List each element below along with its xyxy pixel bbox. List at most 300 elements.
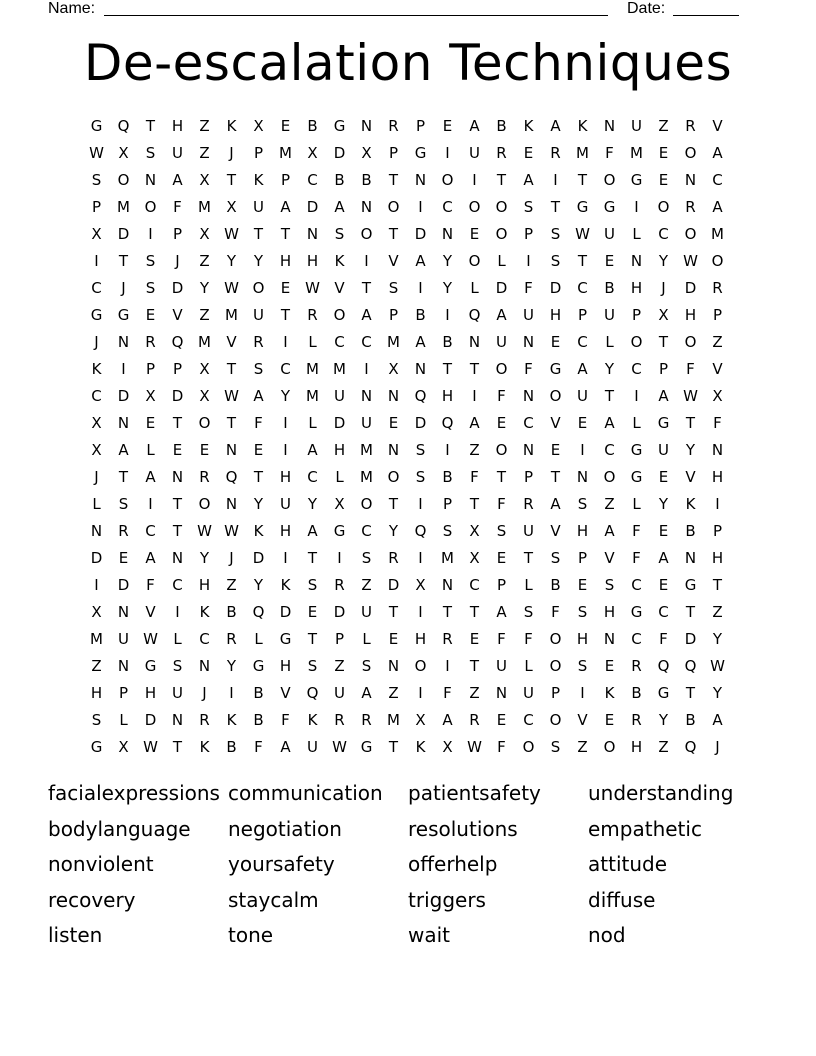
grid-letter: E xyxy=(496,710,507,729)
grid-letter: O xyxy=(603,170,616,189)
grid-letter: X xyxy=(91,224,102,243)
grid-letter: X xyxy=(199,170,210,189)
grid-letter: D xyxy=(252,548,265,567)
grid-letter: I xyxy=(553,170,558,189)
grid-letter: L xyxy=(308,413,317,432)
grid-letter: N xyxy=(414,170,427,189)
grid-letter: E xyxy=(199,440,210,459)
grid-letter: C xyxy=(577,332,588,351)
grid-letter: U xyxy=(253,197,264,216)
grid-letter: Q xyxy=(684,656,697,675)
grid-letter: F xyxy=(443,683,452,702)
grid-letter: F xyxy=(713,413,722,432)
grid-letter: S xyxy=(118,494,129,513)
grid-letter: R xyxy=(712,278,723,297)
grid-letter: F xyxy=(497,494,506,513)
grid-letter: P xyxy=(523,224,534,243)
grid-letter: Q xyxy=(225,467,238,486)
grid-letter: H xyxy=(171,116,184,135)
grid-letter: O xyxy=(414,656,427,675)
grid-letter: U xyxy=(334,386,345,405)
grid-letter: I xyxy=(715,494,720,513)
word-bank-item: listen xyxy=(48,923,103,947)
grid-letter: O xyxy=(387,197,400,216)
grid-letter: O xyxy=(684,332,697,351)
grid-letter: C xyxy=(442,197,453,216)
grid-letter: X xyxy=(145,386,156,405)
grid-letter: A xyxy=(712,710,723,729)
grid-letter: Y xyxy=(442,251,453,270)
grid-letter: O xyxy=(630,332,643,351)
grid-letter: V xyxy=(145,602,156,621)
grid-letter: X xyxy=(415,575,426,594)
grid-letter: W xyxy=(683,251,698,270)
grid-letter: T xyxy=(280,224,291,243)
grid-letter: K xyxy=(199,737,210,756)
grid-letter: T xyxy=(307,629,318,648)
grid-letter: S xyxy=(361,548,372,567)
grid-letter: M xyxy=(198,197,211,216)
grid-letter: S xyxy=(145,278,156,297)
grid-letter: E xyxy=(523,143,534,162)
grid-letter: C xyxy=(199,629,210,648)
grid-letter: D xyxy=(117,575,130,594)
grid-letter: T xyxy=(118,467,129,486)
grid-letter: E xyxy=(604,656,615,675)
grid-letter: T xyxy=(496,170,507,189)
grid-letter: Y xyxy=(307,494,318,513)
grid-letter: E xyxy=(658,170,669,189)
grid-letter: Z xyxy=(604,494,615,513)
grid-letter: Y xyxy=(388,521,399,540)
grid-letter: D xyxy=(90,548,103,567)
grid-letter: Z xyxy=(226,575,237,594)
grid-letter: O xyxy=(198,413,211,432)
grid-letter: X xyxy=(415,710,426,729)
grid-letter: E xyxy=(388,629,399,648)
grid-letter: S xyxy=(550,224,561,243)
grid-letter: P xyxy=(145,359,156,378)
word-bank-item: empathetic xyxy=(588,816,702,841)
grid-letter: E xyxy=(388,413,399,432)
grid-letter: G xyxy=(252,656,265,675)
grid-letter: O xyxy=(495,224,508,243)
grid-letter: F xyxy=(146,575,155,594)
grid-letter: P xyxy=(172,359,183,378)
grid-letter: F xyxy=(524,278,533,297)
grid-letter: S xyxy=(442,521,453,540)
grid-letter: W xyxy=(197,521,212,540)
grid-letter: A xyxy=(550,116,561,135)
grid-letter: L xyxy=(605,332,614,351)
grid-letter: N xyxy=(387,440,400,459)
grid-letter: C xyxy=(91,386,102,405)
grid-letter: W xyxy=(143,737,158,756)
grid-letter: T xyxy=(685,683,696,702)
grid-letter: H xyxy=(576,629,589,648)
grid-letter: P xyxy=(550,683,561,702)
grid-letter: I xyxy=(283,548,288,567)
grid-letter: U xyxy=(523,521,534,540)
grid-letter: T xyxy=(172,494,183,513)
grid-letter: Y xyxy=(253,251,264,270)
grid-letter: B xyxy=(442,467,453,486)
grid-letter: A xyxy=(550,494,561,513)
grid-letter: S xyxy=(415,467,426,486)
grid-letter: N xyxy=(684,548,697,567)
word-bank-item: understanding xyxy=(588,781,734,805)
grid-letter: Z xyxy=(388,683,399,702)
grid-letter: U xyxy=(469,143,480,162)
grid-letter: U xyxy=(523,305,534,324)
grid-letter: A xyxy=(496,305,507,324)
grid-letter: T xyxy=(712,575,723,594)
grid-letter: V xyxy=(388,251,399,270)
grid-letter: G xyxy=(360,737,373,756)
word-bank-item: nonviolent xyxy=(48,852,154,876)
grid-letter: Z xyxy=(199,251,210,270)
grid-letter: D xyxy=(117,386,130,405)
grid-letter: Y xyxy=(658,494,669,513)
grid-letter: T xyxy=(469,602,480,621)
grid-letter: M xyxy=(576,143,589,162)
grid-letter: T xyxy=(604,386,615,405)
grid-letter: O xyxy=(549,656,562,675)
grid-letter: R xyxy=(226,629,237,648)
grid-letter: X xyxy=(658,305,669,324)
grid-letter: I xyxy=(445,305,450,324)
grid-letter: H xyxy=(711,467,724,486)
grid-letter: R xyxy=(199,710,210,729)
word-search-grid xyxy=(83,112,731,760)
grid-letter: A xyxy=(712,143,723,162)
grid-letter: P xyxy=(631,305,642,324)
grid-letter: N xyxy=(684,170,697,189)
grid-letter: K xyxy=(91,359,102,378)
grid-letter: Y xyxy=(712,629,723,648)
grid-letter: N xyxy=(603,629,616,648)
grid-letter: Z xyxy=(712,602,723,621)
grid-letter: T xyxy=(388,170,399,189)
grid-letter: F xyxy=(632,548,641,567)
grid-letter: G xyxy=(333,521,346,540)
grid-letter: I xyxy=(472,170,477,189)
grid-letter: G xyxy=(576,197,589,216)
grid-letter: C xyxy=(604,440,615,459)
grid-letter: Q xyxy=(117,116,130,135)
grid-letter: W xyxy=(332,737,347,756)
grid-letter: E xyxy=(577,413,588,432)
word-bank-item: bodylanguage xyxy=(48,816,191,841)
grid-letter: I xyxy=(418,197,423,216)
grid-letter: R xyxy=(388,548,399,567)
grid-letter: O xyxy=(333,305,346,324)
grid-letter: G xyxy=(630,440,643,459)
grid-letter: I xyxy=(634,197,639,216)
grid-letter: N xyxy=(117,602,130,621)
grid-letter: N xyxy=(117,656,130,675)
grid-letter: M xyxy=(90,629,103,648)
date-blank-line xyxy=(673,15,739,16)
grid-letter: Q xyxy=(414,521,427,540)
grid-letter: D xyxy=(414,224,427,243)
grid-letter: X xyxy=(91,413,102,432)
grid-letter: H xyxy=(306,251,319,270)
grid-letter: W xyxy=(467,737,482,756)
grid-letter: N xyxy=(117,332,130,351)
grid-letter: X xyxy=(91,440,102,459)
grid-letter: P xyxy=(712,305,723,324)
grid-letter: X xyxy=(469,521,480,540)
grid-letter: N xyxy=(711,440,724,459)
grid-letter: H xyxy=(630,278,643,297)
grid-letter: T xyxy=(388,602,399,621)
grid-letter: W xyxy=(305,278,320,297)
grid-letter: O xyxy=(360,494,373,513)
grid-letter: L xyxy=(119,710,128,729)
grid-letter: H xyxy=(441,386,454,405)
grid-letter: N xyxy=(171,467,184,486)
grid-letter: Y xyxy=(226,656,237,675)
grid-letter: B xyxy=(631,683,642,702)
grid-letter: S xyxy=(577,494,588,513)
grid-letter: W xyxy=(224,521,239,540)
grid-letter: T xyxy=(226,170,237,189)
grid-letter: D xyxy=(549,278,562,297)
grid-letter: E xyxy=(496,413,507,432)
grid-letter: H xyxy=(333,440,346,459)
grid-letter: C xyxy=(658,224,669,243)
grid-letter: S xyxy=(550,737,561,756)
grid-letter: B xyxy=(685,710,696,729)
grid-letter: E xyxy=(496,548,507,567)
grid-letter: O xyxy=(198,494,211,513)
grid-letter: I xyxy=(229,683,234,702)
grid-letter: K xyxy=(253,170,264,189)
grid-letter: G xyxy=(279,629,292,648)
grid-letter: F xyxy=(497,737,506,756)
grid-letter: X xyxy=(388,359,399,378)
grid-letter: Z xyxy=(361,575,372,594)
grid-letter: U xyxy=(280,494,291,513)
grid-letter: X xyxy=(199,386,210,405)
grid-letter: X xyxy=(442,737,453,756)
grid-letter: O xyxy=(144,197,157,216)
grid-letter: M xyxy=(711,224,724,243)
grid-letter: Q xyxy=(684,737,697,756)
grid-letter: P xyxy=(658,359,669,378)
grid-letter: N xyxy=(225,440,238,459)
grid-letter: K xyxy=(199,602,210,621)
grid-letter: V xyxy=(172,305,183,324)
grid-letter: N xyxy=(468,332,481,351)
grid-letter: B xyxy=(253,683,264,702)
grid-letter: Z xyxy=(91,656,102,675)
grid-letter: F xyxy=(632,521,641,540)
grid-letter: G xyxy=(90,305,103,324)
grid-letter: E xyxy=(469,629,480,648)
grid-letter: C xyxy=(469,575,480,594)
header xyxy=(0,0,816,20)
grid-letter: T xyxy=(523,548,534,567)
grid-letter: S xyxy=(91,170,102,189)
grid-letter: O xyxy=(360,224,373,243)
grid-letter: E xyxy=(550,332,561,351)
grid-letter: W xyxy=(710,656,725,675)
grid-letter: K xyxy=(523,116,534,135)
grid-letter: O xyxy=(603,737,616,756)
grid-letter: P xyxy=(388,305,399,324)
grid-letter: N xyxy=(144,170,157,189)
grid-letter: J xyxy=(94,467,99,486)
grid-letter: T xyxy=(685,413,696,432)
word-bank-item: yoursafety xyxy=(228,852,335,876)
grid-letter: C xyxy=(361,521,372,540)
grid-letter: A xyxy=(712,197,723,216)
grid-letter: V xyxy=(604,548,615,567)
grid-letter: X xyxy=(253,116,264,135)
grid-letter: T xyxy=(550,197,561,216)
grid-letter: I xyxy=(148,494,153,513)
grid-letter: F xyxy=(551,602,560,621)
grid-letter: D xyxy=(279,602,292,621)
grid-letter: X xyxy=(118,143,129,162)
grid-letter: A xyxy=(145,467,156,486)
grid-letter: L xyxy=(470,278,479,297)
grid-letter: H xyxy=(711,548,724,567)
grid-letter: A xyxy=(658,548,669,567)
grid-letter: M xyxy=(306,386,319,405)
grid-letter: Q xyxy=(441,413,454,432)
grid-letter: Q xyxy=(252,602,265,621)
grid-letter: Q xyxy=(414,386,427,405)
grid-letter: S xyxy=(253,359,264,378)
grid-letter: W xyxy=(224,224,239,243)
grid-letter: N xyxy=(522,386,535,405)
grid-letter: K xyxy=(577,116,588,135)
grid-letter: R xyxy=(685,116,696,135)
grid-letter: Y xyxy=(712,683,723,702)
grid-letter: J xyxy=(121,278,126,297)
grid-letter: Z xyxy=(712,332,723,351)
grid-letter: B xyxy=(415,305,426,324)
grid-letter: W xyxy=(89,143,104,162)
word-bank-item: facialexpressions xyxy=(48,781,220,805)
grid-letter: I xyxy=(283,332,288,351)
grid-letter: O xyxy=(117,170,130,189)
grid-letter: A xyxy=(361,683,372,702)
grid-letter: K xyxy=(307,710,318,729)
grid-letter: N xyxy=(522,332,535,351)
grid-letter: N xyxy=(171,710,184,729)
grid-letter: S xyxy=(415,440,426,459)
grid-letter: L xyxy=(524,575,533,594)
grid-letter: K xyxy=(226,116,237,135)
grid-letter: H xyxy=(279,251,292,270)
grid-letter: R xyxy=(307,305,318,324)
grid-letter: S xyxy=(577,656,588,675)
grid-letter: D xyxy=(495,278,508,297)
grid-letter: L xyxy=(524,656,533,675)
grid-letter: I xyxy=(148,224,153,243)
grid-letter: O xyxy=(495,197,508,216)
grid-letter: D xyxy=(333,143,346,162)
grid-letter: U xyxy=(604,224,615,243)
grid-letter: U xyxy=(172,683,183,702)
grid-letter: M xyxy=(117,197,130,216)
grid-letter: C xyxy=(307,467,318,486)
grid-letter: D xyxy=(387,575,400,594)
grid-letter: L xyxy=(632,413,641,432)
grid-letter: X xyxy=(226,197,237,216)
grid-letter: O xyxy=(468,197,481,216)
grid-letter: L xyxy=(632,494,641,513)
grid-letter: X xyxy=(199,359,210,378)
grid-letter: I xyxy=(175,602,180,621)
grid-letter: P xyxy=(253,143,264,162)
grid-letter: Y xyxy=(199,548,210,567)
grid-letter: S xyxy=(604,575,615,594)
grid-letter: G xyxy=(657,683,670,702)
grid-letter: G xyxy=(90,737,103,756)
grid-letter: V xyxy=(280,683,291,702)
grid-letter: N xyxy=(117,413,130,432)
grid-letter: K xyxy=(226,710,237,729)
grid-letter: N xyxy=(441,224,454,243)
grid-letter: L xyxy=(362,629,371,648)
word-bank-item: tone xyxy=(228,923,274,947)
word-bank-item: diffuse xyxy=(588,887,656,912)
grid-letter: V xyxy=(550,521,561,540)
grid-letter: V xyxy=(712,359,723,378)
grid-letter: E xyxy=(604,251,615,270)
grid-letter: N xyxy=(576,467,589,486)
grid-letter: G xyxy=(603,197,616,216)
grid-letter: F xyxy=(659,629,668,648)
grid-letter: O xyxy=(684,224,697,243)
grid-letter: C xyxy=(523,413,534,432)
grid-letter: R xyxy=(334,710,345,729)
grid-letter: H xyxy=(279,521,292,540)
grid-letter: N xyxy=(441,575,454,594)
grid-letter: M xyxy=(630,143,643,162)
grid-letter: E xyxy=(469,224,480,243)
grid-letter: B xyxy=(361,170,372,189)
grid-letter: G xyxy=(117,305,130,324)
grid-letter: S xyxy=(91,710,102,729)
grid-letter: O xyxy=(387,467,400,486)
grid-letter: H xyxy=(90,683,103,702)
grid-letter: G xyxy=(657,413,670,432)
grid-letter: A xyxy=(118,440,129,459)
grid-letter: O xyxy=(657,197,670,216)
grid-letter: P xyxy=(577,305,588,324)
grid-letter: V xyxy=(334,278,345,297)
grid-letter: P xyxy=(415,116,426,135)
grid-letter: X xyxy=(334,494,345,513)
grid-letter: E xyxy=(550,440,561,459)
grid-letter: U xyxy=(361,602,372,621)
grid-letter: X xyxy=(118,737,129,756)
grid-letter: Z xyxy=(199,116,210,135)
grid-letter: N xyxy=(387,386,400,405)
grid-letter: O xyxy=(549,710,562,729)
grid-letter: I xyxy=(445,143,450,162)
grid-letter: B xyxy=(604,278,615,297)
grid-letter: S xyxy=(334,224,345,243)
grid-letter: W xyxy=(683,386,698,405)
grid-letter: Z xyxy=(199,305,210,324)
